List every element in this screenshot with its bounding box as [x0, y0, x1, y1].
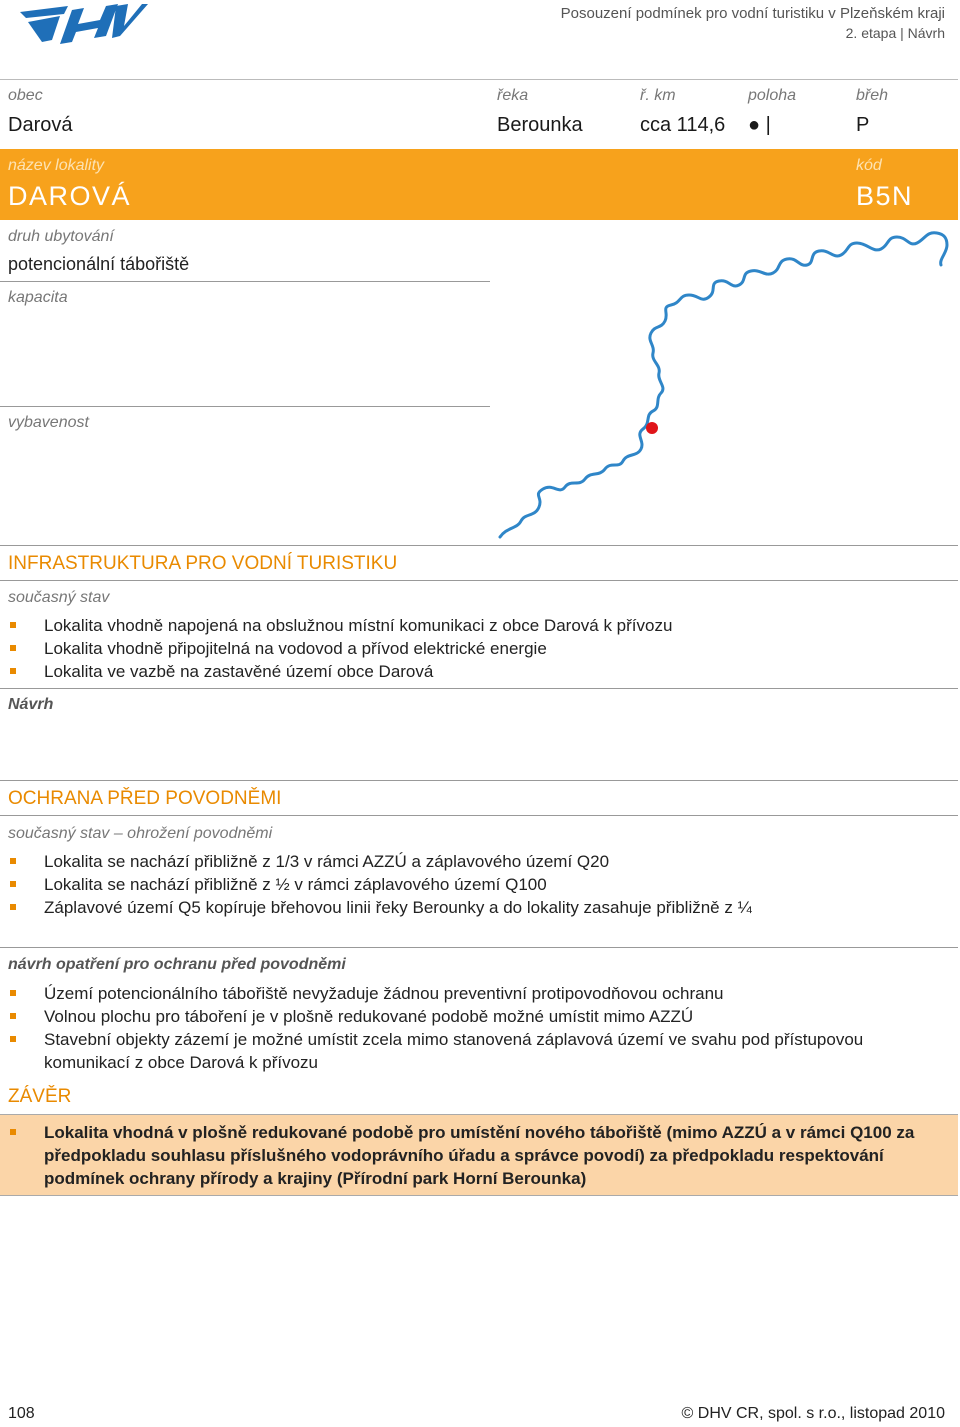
kapacita-label: kapacita — [8, 289, 68, 306]
river-map-drawing — [495, 225, 955, 543]
rkm-value: cca 114,6 — [640, 114, 726, 136]
bullet-icon — [10, 1129, 16, 1135]
measures-list — [10, 982, 940, 1074]
list-item: Lokalita ve vazbě na zastavěné území obce Darová — [10, 660, 940, 683]
list-item: Území potencionálního tábořiště nevyžaduje žádnou preventivní protipovodňovou ochranu — [10, 982, 940, 1005]
bullet-icon — [10, 904, 16, 910]
document-subtitle: 2. etapa | Návrh — [845, 25, 945, 41]
infra-navrh-divider — [0, 688, 958, 689]
kapacita-divider — [0, 406, 490, 407]
logo-icon — [8, 2, 148, 46]
kod-label: kód — [856, 157, 882, 174]
infra-title: INFRASTRUKTURA PRO VODNÍ TURISTIKU — [8, 553, 398, 574]
breh-value: P — [856, 114, 870, 136]
list-item: Lokalita vhodně napojená na obslužnou místní komunikaci z obce Darová k přívozu — [10, 614, 940, 637]
flood-top-divider — [0, 780, 958, 781]
druh-label: druh ubytování — [8, 228, 114, 245]
page-number: 108 — [8, 1405, 35, 1422]
measures-label: návrh opatření pro ochranu před povodněmi — [8, 956, 346, 973]
flood-stav-label: současný stav – ohrožení povodněmi — [8, 825, 273, 842]
bullet-icon — [10, 1036, 16, 1042]
measures-divider — [0, 947, 958, 948]
poloha-value: ● | — [748, 114, 771, 136]
bullet-icon — [10, 622, 16, 628]
list-item: Záplavové území Q5 kopíruje břehovou linii řeky Berounky a do lokality zasahuje přibližně z ¼ — [10, 896, 940, 919]
copyright: © DHV CR, spol. s r.o., listopad 2010 — [681, 1405, 945, 1422]
vybavenost-label: vybavenost — [8, 414, 89, 431]
flood-list — [10, 850, 940, 919]
dhv-logo — [8, 2, 148, 46]
locality-code: B5N — [856, 181, 914, 211]
obec-label: obec — [8, 87, 43, 104]
druh-divider — [0, 281, 490, 282]
bullet-icon — [10, 858, 16, 864]
locality-name: DAROVÁ — [8, 181, 132, 211]
bullet-icon — [10, 668, 16, 674]
conclusion-title: ZÁVĚR — [8, 1086, 72, 1107]
druh-value: potencionální tábořiště — [8, 254, 190, 274]
reka-label: řeka — [497, 87, 529, 104]
list-item: Lokalita se nachází přibližně z ½ v rámci záplavového území Q100 — [10, 873, 940, 896]
bullet-icon — [10, 1013, 16, 1019]
conclusion-text: Lokalita vhodná v plošně redukované podobě pro umístění nového tábořiště (mimo AZZÚ a v rámci Q100 za předpokladu souhlasu příslušného vodoprávního úřadu a správce povodí) za předpokladu respektování podmínek ochrany přírody a krajiny (Přírodní park Horní Berounka) — [10, 1121, 944, 1190]
reka-value: Berounka — [497, 114, 583, 136]
list-item: Lokalita se nachází přibližně z 1/3 v rámci AZZÚ a záplavového území Q20 — [10, 850, 940, 873]
document-title: Posouzení podmínek pro vodní turistiku v Plzeňském kraji — [560, 5, 945, 22]
infra-list — [10, 614, 940, 683]
infra-stav-label: současný stav — [8, 589, 110, 606]
list-item: Volnou plochu pro táboření je v plošně redukované podobě možné umístit mimo AZZÚ — [10, 1005, 940, 1028]
bullet-icon — [10, 990, 16, 996]
flood-title-divider — [0, 815, 958, 816]
header-divider — [0, 79, 958, 80]
bullet-icon — [10, 645, 16, 651]
locality-band — [0, 149, 958, 220]
obec-value: Darová — [8, 114, 73, 136]
infra-navrh-label: Návrh — [8, 696, 54, 713]
flood-title: OCHRANA PŘED POVODNĚMI — [8, 788, 282, 809]
nazev-label: název lokality — [8, 157, 105, 174]
list-item: Stavební objekty zázemí je možné umístit zcela mimo stanovená záplavová území ve svahu pod přístupovou komunikací z obce Darová k přívozu — [10, 1028, 914, 1074]
river-map — [495, 225, 955, 543]
conclusion-list — [10, 1121, 940, 1190]
infra-top-divider — [0, 545, 958, 546]
list-item: Lokalita vhodně připojitelná na vodovod a přívod elektrické energie — [10, 637, 940, 660]
location-marker — [646, 422, 658, 434]
rkm-label: ř. km — [640, 87, 676, 104]
river-line — [500, 233, 947, 537]
breh-label: břeh — [856, 87, 889, 104]
bullet-icon — [10, 881, 16, 887]
infra-title-divider — [0, 580, 958, 581]
poloha-label: poloha — [748, 87, 797, 104]
